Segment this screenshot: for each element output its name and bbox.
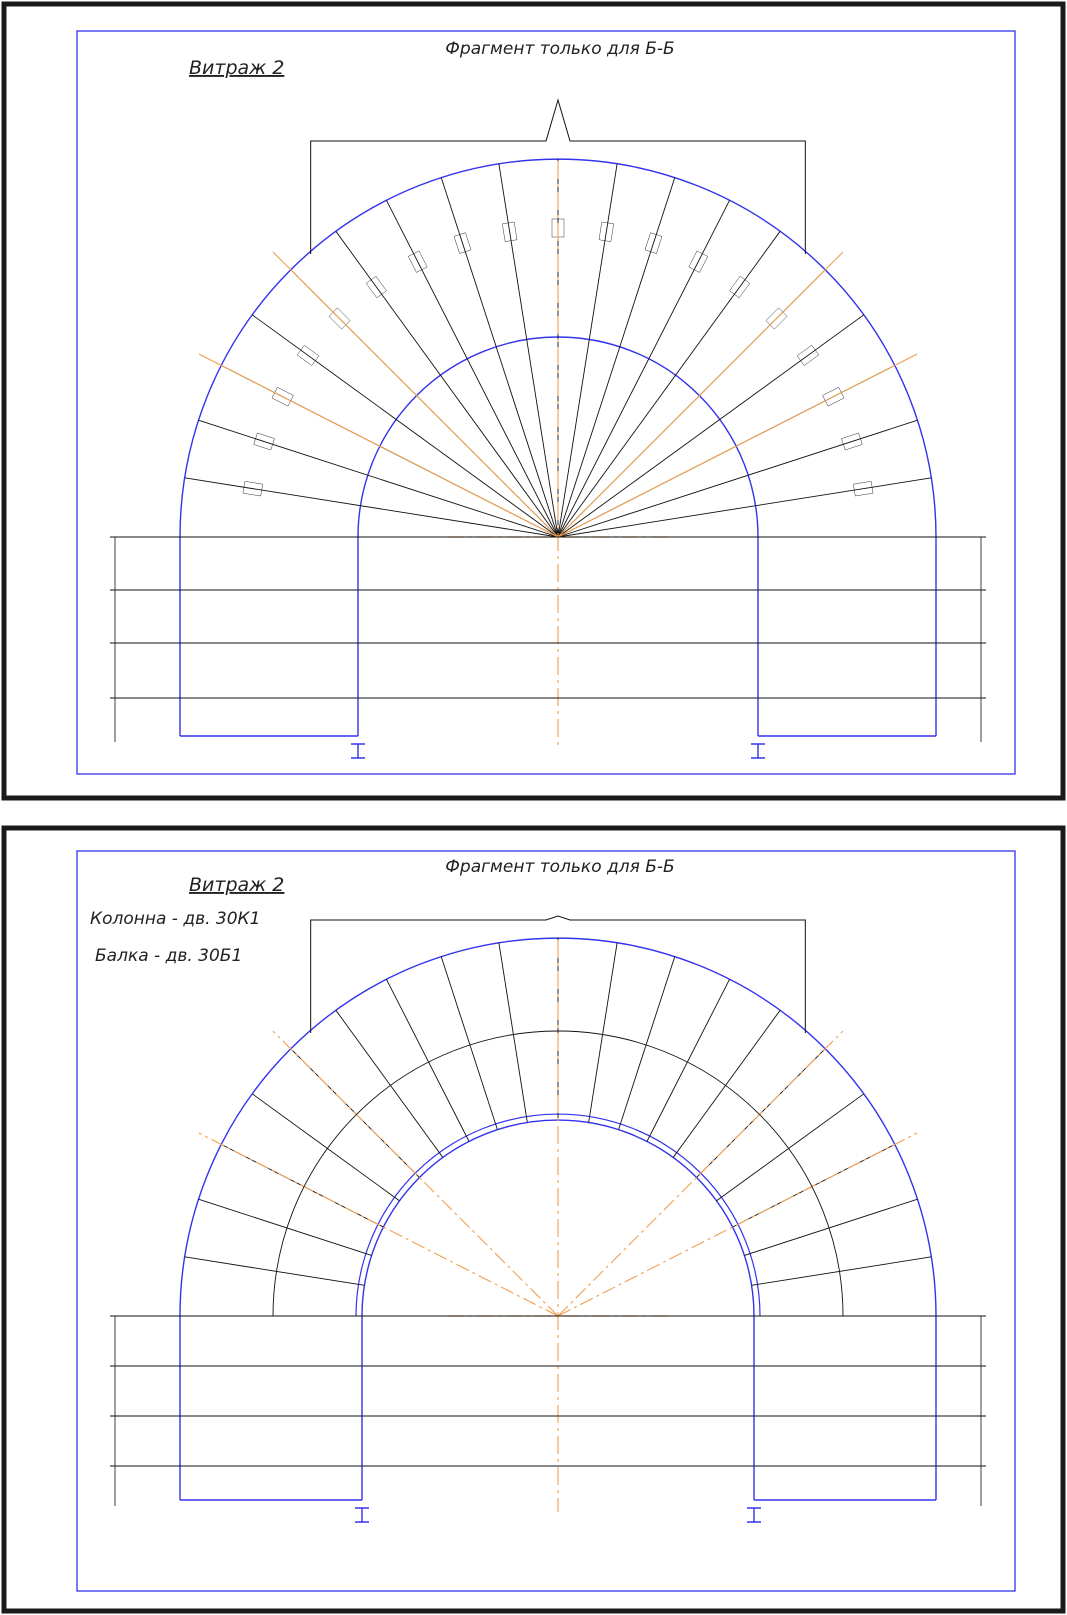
radial-mullion bbox=[589, 943, 617, 1123]
radial-mullion bbox=[752, 1257, 932, 1285]
radial-mullion bbox=[199, 420, 558, 537]
radial-mullion bbox=[499, 943, 527, 1123]
column-marker bbox=[747, 1508, 761, 1522]
radial-mullion bbox=[336, 231, 558, 537]
panel-top-title: Витраж 2 bbox=[189, 57, 285, 79]
orange-axis bbox=[558, 354, 917, 537]
panel-top bbox=[4, 4, 1063, 798]
radial-mullion bbox=[252, 1094, 399, 1201]
radial-mullion bbox=[558, 315, 864, 537]
panel-top-arch-drawing bbox=[110, 100, 986, 758]
radial-mullion bbox=[558, 164, 617, 537]
column-marker bbox=[351, 744, 365, 758]
panel-bottom-note-beam: Балка - дв. 30Б1 bbox=[95, 946, 243, 966]
orange-axis bbox=[558, 252, 843, 537]
panel-top-outer-frame bbox=[4, 4, 1063, 798]
column-marker bbox=[751, 744, 765, 758]
radial-mullion bbox=[252, 315, 558, 537]
radial-mullion bbox=[558, 478, 931, 537]
orange-axis bbox=[199, 354, 558, 537]
radial-mullion bbox=[185, 1257, 365, 1285]
radial-mullion bbox=[185, 478, 558, 537]
radial-mullion bbox=[717, 1094, 864, 1201]
radial-mullion bbox=[386, 200, 558, 537]
orange-axis bbox=[558, 1031, 843, 1316]
panel-bottom-title: Витраж 2 bbox=[189, 874, 285, 896]
panel-bottom bbox=[4, 828, 1063, 1611]
panel-bottom-callout: Фрагмент только для Б-Б bbox=[445, 857, 675, 877]
radial-mullion bbox=[673, 1010, 780, 1157]
radial-mullion bbox=[558, 231, 780, 537]
column-marker bbox=[355, 1508, 369, 1522]
radial-mullion bbox=[558, 420, 917, 537]
panel-top-sheet-border bbox=[77, 31, 1015, 774]
panel-top-callout: Фрагмент только для Б-Б bbox=[445, 39, 675, 59]
radial-mullion bbox=[336, 1010, 443, 1157]
panel-bottom-note-column: Колонна - дв. 30К1 bbox=[90, 909, 261, 929]
panel-bottom-arch-drawing bbox=[110, 916, 986, 1522]
radial-mullion bbox=[441, 178, 558, 537]
radial-mullion bbox=[499, 164, 558, 537]
radial-mullion bbox=[558, 178, 675, 537]
radial-mullion bbox=[558, 200, 730, 537]
orange-axis bbox=[273, 252, 558, 537]
